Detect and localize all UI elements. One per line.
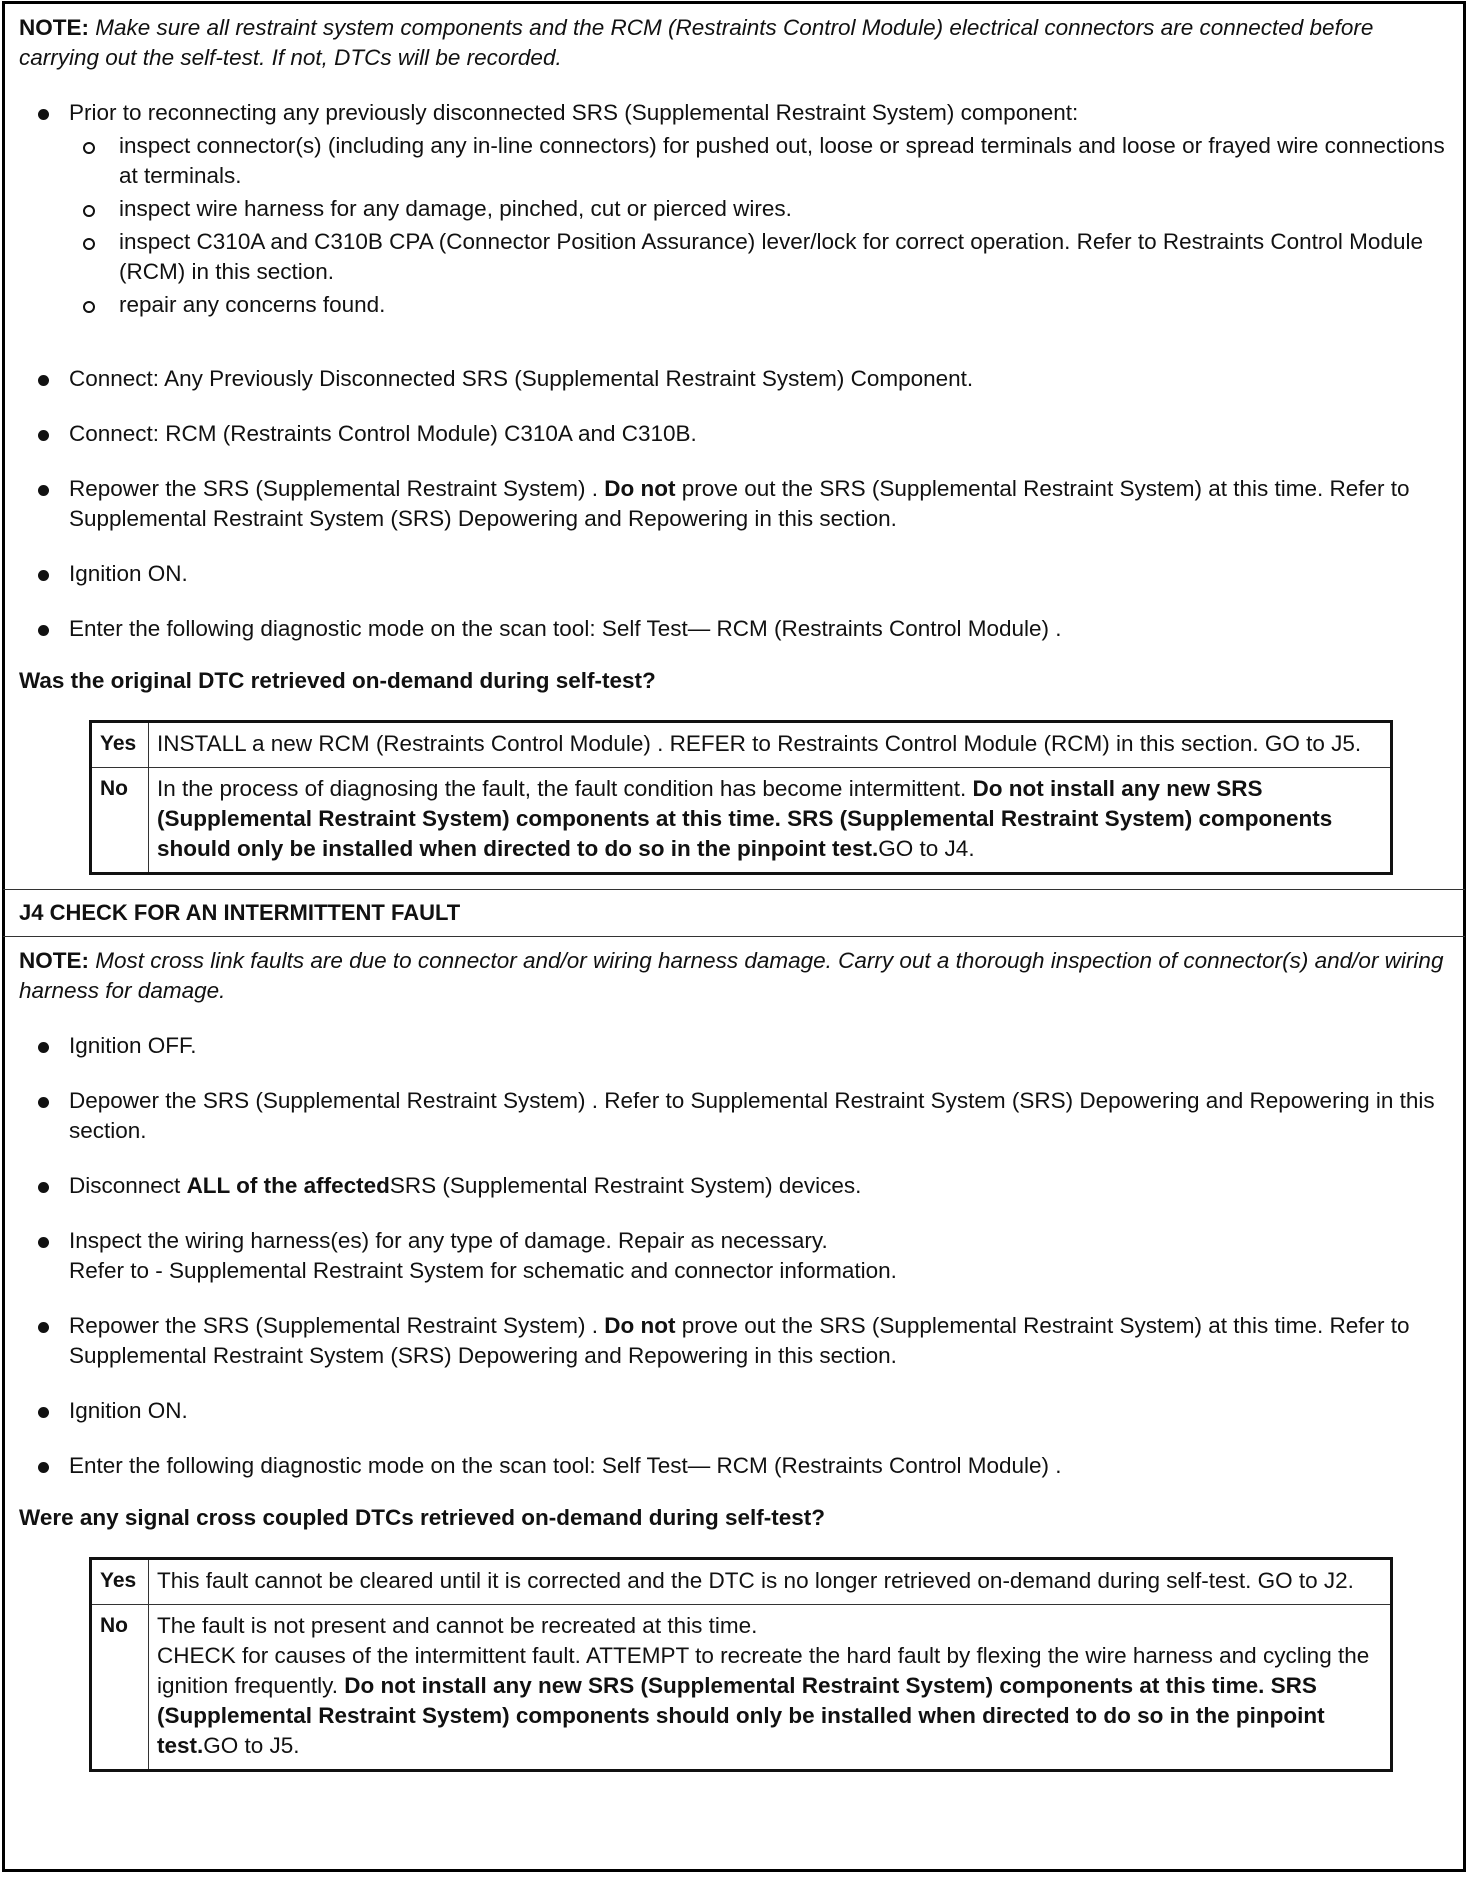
no-label: No [91,1605,149,1771]
list-item: Ignition ON. [19,559,1449,589]
note-label: NOTE: [19,15,89,40]
list-item [19,1311,1449,1371]
yes-text: This fault cannot be cleared until it is corrected and the DTC is no longer retrieved on-demand during self-test. GO to J2. [149,1559,1392,1605]
sub-list-item: inspect wire harness for any damage, pinched, cut or pierced wires. [69,194,1449,224]
list-item [19,98,1449,320]
yes-text: INSTALL a new RCM (Restraints Control Module) . REFER to Restraints Control Module (RCM) in this section. GO to J5. [149,722,1392,768]
list-item-text: Prior to reconnecting any previously disconnected SRS (Supplemental Restraint System) component: [69,100,1079,125]
step-section-j4 [5,946,1463,1772]
list-item [19,474,1449,534]
answer-table [89,720,1393,875]
table-row [91,1605,1392,1771]
instruction-list [19,1031,1449,1481]
question: Was the original DTC retrieved on-demand during self-test? [19,668,656,693]
text-run: CHECK for causes of the intermittent fault. ATTEMPT to recreate the hard fault by flexing the wire harness and cycling the ignition frequently. [157,1643,1370,1698]
yes-label: Yes [91,1559,149,1605]
table-row [91,1559,1392,1605]
step-section-j3 [5,13,1463,889]
list-item: Enter the following diagnostic mode on the scan tool: Self Test— RCM (Restraints Control Module) . [19,1451,1449,1481]
bold-text-run: Do not [604,1313,676,1338]
text-run: prove out the SRS (Supplemental Restraint System) at this time. Refer to Supplemental Restraint System (SRS) Depowering and Repowering in this section. [69,1313,1410,1368]
bold-text-run: Do not [604,476,676,501]
list-item: Connect: Any Previously Disconnected SRS (Supplemental Restraint System) Component. [19,364,1449,394]
text-run: The fault is not present and cannot be recreated at this time. [157,1613,758,1638]
text-run: SRS (Supplemental Restraint System) devices. [389,1173,862,1198]
text-run: Inspect the wiring harness(es) for any type of damage. Repair as necessary. [69,1228,828,1253]
text-run: GO to J5. [203,1733,300,1758]
list-item [19,1171,1449,1201]
text-run: Repower the SRS (Supplemental Restraint System) . [69,1313,605,1338]
list-item: Enter the following diagnostic mode on the scan tool: Self Test— RCM (Restraints Control Module) . [19,614,1449,644]
sub-list-item: inspect connector(s) (including any in-line connectors) for pushed out, loose or spread terminals and loose or frayed wire connections at terminals. [69,131,1449,191]
text-run: Repower the SRS (Supplemental Restraint System) . [69,476,605,501]
text-run: GO to J4. [878,836,975,861]
list-item: Ignition ON. [19,1396,1449,1426]
sub-list-item: repair any concerns found. [69,290,1449,320]
yes-label: Yes [91,722,149,768]
text-run: In the process of diagnosing the fault, the fault condition has become intermittent. [157,776,973,801]
no-label: No [91,768,149,874]
bold-text-run: Do not install any new SRS (Supplemental Restraint System) components at this time. SRS (Supplemental Restraint System) components should only be installed when directed to do so in the pinpoint test. [157,776,1333,861]
no-text [149,1605,1392,1771]
bold-text-run: ALL of the affected [186,1173,390,1198]
section-heading: J4 CHECK FOR AN INTERMITTENT FAULT [19,900,461,925]
bold-text-run: Do not install any new SRS (Supplemental Restraint System) components at this time. SRS (Supplemental Restraint System) components should only be installed when directed to do so in the pinpoint test. [157,1673,1325,1758]
text-run: Disconnect [69,1173,187,1198]
list-item [19,1226,1449,1286]
note [19,13,1449,73]
question: Were any signal cross coupled DTCs retrieved on-demand during self-test? [19,1505,826,1530]
instruction-list [19,98,1449,644]
divider [3,936,1465,937]
sub-list-item: inspect C310A and C310B CPA (Connector Position Assurance) lever/lock for correct operation. Refer to Restraints Control Module (RCM) in this section. [69,227,1449,287]
answer-table [89,1557,1393,1772]
document-page [2,1,1466,1872]
list-item: Connect: RCM (Restraints Control Module) C310A and C310B. [19,419,1449,449]
note-label: NOTE: [19,948,89,973]
table-row [91,768,1392,874]
note-text: Make sure all restraint system components and the RCM (Restraints Control Module) electrical connectors are connected before carrying out the self-test. If not, DTCs will be recorded. [19,15,1374,70]
text-run: prove out the SRS (Supplemental Restraint System) at this time. Refer to Supplemental Restraint System (SRS) Depowering and Repowering in this section. [69,476,1410,531]
table-row [91,722,1392,768]
note-text: Most cross link faults are due to connector and/or wiring harness damage. Carry out a thorough inspection of connector(s) and/or wiring harness for damage. [19,948,1444,1003]
list-item: Depower the SRS (Supplemental Restraint System) . Refer to Supplemental Restraint System (SRS) Depowering and Repowering in this section. [19,1086,1449,1146]
list-item: Ignition OFF. [19,1031,1449,1061]
no-text [149,768,1392,874]
text-run: Refer to - Supplemental Restraint System for schematic and connector information. [69,1258,897,1283]
note [19,946,1449,1006]
sub-list [69,131,1449,320]
